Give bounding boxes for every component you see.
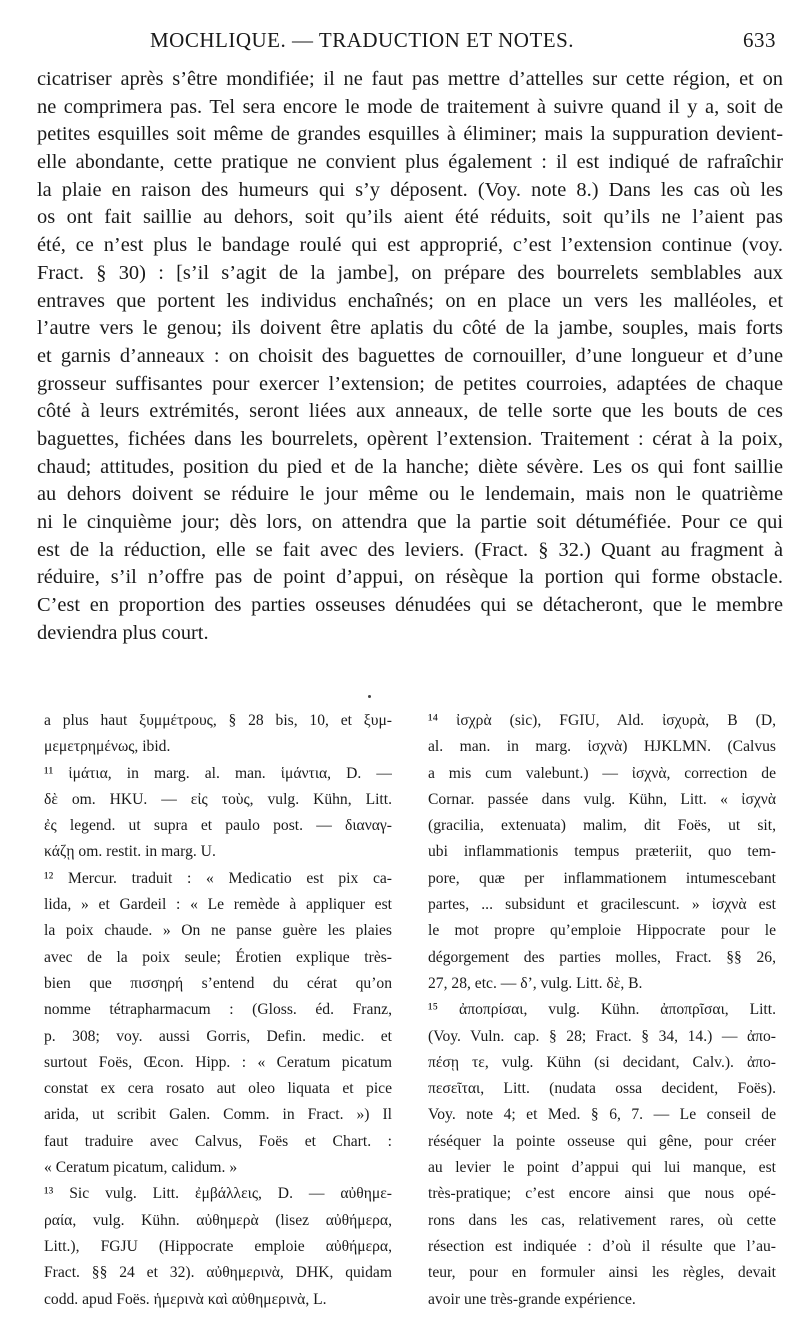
separator-dot — [368, 695, 371, 698]
footnote-line: la poix chaude. » On ne panse guère les plaies — [44, 922, 392, 940]
footnote-line: ¹⁵ ἀποπρίσαι, vulg. Kühn. ἀποπρῖσαι, Litt. — [428, 1001, 776, 1019]
body-text-line: l’autre vers le genou; ils doivent être aplatis du côté de la jambe, souples, mais forts — [37, 317, 783, 340]
footnote-line: κάζῃ om. restit. in marg. U. — [44, 843, 216, 861]
footnote-line: « Ceratum picatum, calidum. » — [44, 1159, 238, 1177]
footnote-line: δὲ om. HKU. — εἰς τοὺς, vulg. Kühn, Litt. — [44, 790, 392, 808]
footnote-line: ραία, vulg. Kühn. αὐθημερὰ (lisez αὐθήμερα, — [44, 1211, 392, 1229]
footnote-line: p. 308; voy. aussi Gorris, Defin. medic. et — [44, 1027, 392, 1045]
footnote-line: faut traduire avec Calvus, Foës et Chart. : — [44, 1132, 392, 1150]
running-header — [150, 28, 786, 58]
body-text-line: petites esquilles soit même de grandes esquilles à éliminer; mais la suppuration devient- — [37, 123, 783, 146]
footnote-line: 27, 28, etc. — δ’, vulg. Litt. δὲ, B. — [428, 974, 643, 992]
body-text-line: réduire, s’il n’offre pas de point d’appui, on résèque la portion qui forme obstacle. — [37, 566, 783, 589]
body-text-line: grosseur suffisantes pour exercer l’extension; de petites courroies, adaptées de chaque — [37, 372, 783, 395]
footnote-line: ¹² Mercur. traduit : « Medicatio est pix ca- — [44, 869, 392, 887]
footnote-line: a plus haut ξυμμέτρους, § 28 bis, 10, et ξυμ- — [44, 712, 392, 729]
body-text-line: deviendra plus court. — [37, 621, 209, 644]
footnote-line: très-pratique; c’est encore ainsi que nous opé- — [428, 1185, 776, 1203]
footnote-line: lida, » et Gardeil : « Le remède à appliquer est — [44, 896, 392, 914]
main-text — [37, 66, 783, 647]
body-text-line: ne comprimera pas. Tel sera encore le mode de traitement à suivre quand il y a, soit de — [37, 95, 783, 118]
body-text-line: entraves que portent les individus enchaînés; on en place un vers les malléoles, et — [37, 289, 783, 312]
footnote-line: arida, ut scribit Galen. Comm. in Fract. ») Il — [44, 1106, 392, 1124]
footnote-line: ¹⁴ ἰσχρὰ (sic), FGIU, Ald. ἰσχυρὰ, B (D, — [428, 712, 776, 729]
footnote-line: teur, pour en formuler ainsi les règles, devait — [428, 1264, 776, 1282]
footnote-line: réséquer la pointe osseuse qui gêne, pour créer — [428, 1132, 776, 1150]
footnote-line: avec de la poix seule; Érotien explique très- — [44, 948, 392, 966]
body-text-line: ni le cinquième jour; dès lors, on attendra que la partie soit détuméfiée. Pour ce qui — [37, 511, 783, 533]
footnote-line: ¹³ Sic vulg. Litt. ἐμβάλλεις, D. — αὐθημε- — [44, 1185, 392, 1203]
footnote-line: constat ex cera rosato aut oleo liquata et pice — [44, 1080, 392, 1098]
footnote-line: (Voy. Vuln. cap. § 28; Fract. § 34, 14.) — ἀπο- — [428, 1027, 776, 1045]
footnotes-left-column — [44, 708, 392, 1313]
page-number: 633 — [743, 28, 776, 52]
body-text-line: été, ce n’est plus le bandage roulé qui est approprié, c’est l’extension continue (voy. — [37, 234, 783, 257]
footnotes-right-column — [428, 708, 776, 1313]
footnote-line: ubi inflammationis tempus præteriit, quo tem- — [428, 843, 776, 861]
footnote-line: surtout Foës, Œcon. Hipp. : « Ceratum picatum — [44, 1053, 392, 1071]
footnote-line: πέσῃ τε, vulg. Kühn (si decidant, Calv.). ἀπο- — [428, 1053, 776, 1071]
footnote-line: ¹¹ ἱμάτια, in marg. al. man. ἱμάντια, D. — — [44, 764, 392, 782]
body-text-line: au dehors doivent se réduire le jour même ou le lendemain, mais non le quatrième — [37, 483, 783, 506]
footnote-line: nomme tétrapharmacum : (Gloss. éd. Franz, — [44, 1001, 392, 1019]
body-text-line: côté à leurs extrémités, seront liées aux anneaux, de telle sorte que les bouts de ces — [37, 400, 783, 423]
footnote-line: bien que πισσηρή s’entend du cérat qu’on — [44, 974, 392, 992]
body-text-line: la plaie en raison des humeurs qui s’y déposent. (Voy. note 8.) Dans les cas où les — [37, 178, 783, 201]
footnote-line: avoir une très-grande expérience. — [428, 1290, 636, 1308]
body-text-line: cicatriser après s’être mondifiée; il ne faut pas mettre d’attelles sur cette région, et on — [37, 68, 783, 90]
body-text-line: os ont fait saillie au dehors, soit qu’ils aient été réduits, soit qu’ils ne l’aient pas — [37, 206, 783, 229]
footnote-line: (gracilia, extenuata) malim, dit Foës, ut sit, — [428, 817, 776, 835]
footnote-line: pore, quæ per inflammationem intumescebant — [428, 869, 776, 887]
footnote-line: Voy. note 4; et Med. § 6, 7. — Le conseil de — [428, 1106, 776, 1124]
footnote-line: Fract. §§ 24 et 32). αὐθημερινὰ, DHK, quidam — [44, 1264, 392, 1282]
footnote-line: Litt.), FGJU (Hippocrate emploie αὐθήμερα, — [44, 1237, 392, 1255]
footnote-line: a mis cum valebunt.) — ἰσχνὰ, correction de — [428, 764, 776, 782]
body-text-line: baguettes, fichées dans les bourrelets, opèrent l’extension. Traitement : cérat à la poix, — [37, 427, 783, 450]
footnote-line: codd. apud Foës. ἡμερινὰ καὶ αὐθημερινὰ, L. — [44, 1290, 327, 1308]
footnote-line: πεσεῖται, Litt. (nudata ossa decident, Foës). — [428, 1080, 776, 1098]
footnote-line: Cornar. passée dans vulg. Kühn, Litt. « ἰσχνὰ — [428, 790, 776, 808]
body-text-line: elle abondante, cette pratique ne convient plus également : il est indiqué de rafraîchir — [37, 151, 783, 174]
body-text-line: et garnis d’anneaux : on choisit des baguettes de cornouiller, d’une longueur et d’une — [37, 344, 783, 367]
footnote-line: résection est indiquée : d’où il résulte que l’au- — [428, 1237, 776, 1255]
footnote-line: le mot propre qu’emploie Hippocrate pour le — [428, 922, 776, 940]
footnote-line: ἐς legend. ut supra et paulo post. — διαναγ- — [44, 817, 392, 835]
footnote-line: dégorgement des parties molles, Fract. §§ 26, — [428, 948, 776, 966]
running-title: MOCHLIQUE. — TRADUCTION ET NOTES. — [150, 28, 575, 52]
body-text-line: Fract. § 30) : [s’il s’agit de la jambe], on prépare des bourrelets semblables aux — [37, 261, 783, 284]
footnote-line: rons dans les cas, relativement rares, où cette — [428, 1211, 776, 1229]
footnote-line: al. man. in marg. ἰσχνὰ) HJKLMN. (Calvus — [428, 738, 776, 756]
footnote-line: μεμετρημένως, ibid. — [44, 738, 171, 756]
body-text-line: C’est en proportion des parties osseuses dénudées qui se détacheront, que le membre — [37, 594, 783, 617]
footnote-line: partes, ... subsidunt et gracilescunt. » ἰσχνὰ est — [428, 896, 776, 914]
body-text-line: chaud; attitudes, position du pied et de la hanche; diète sévère. Les os qui font saillie — [37, 455, 783, 478]
footnote-line: au levier le point d’appui qui lui manque, est — [428, 1159, 776, 1177]
body-text-line: est de la réduction, elle se fait avec des leviers. (Fract. § 32.) Quant au fragment à — [37, 538, 783, 561]
